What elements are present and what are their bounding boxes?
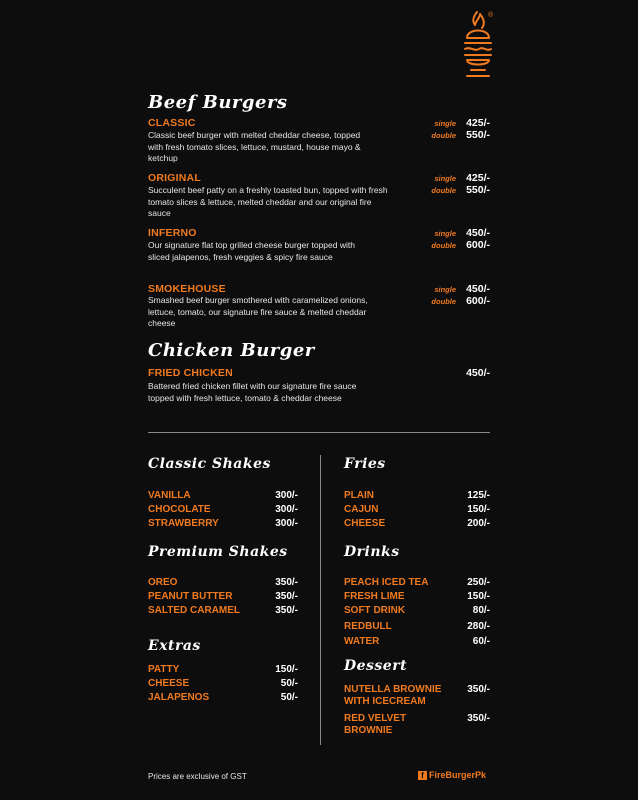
item-smokehouse-name: SMOKEHOUSE [148,283,226,295]
premium-shakes-heading: Premium Shakes [148,544,288,560]
double-price: 550/- [466,129,490,141]
single-label: single [434,119,456,128]
gst-note: Prices are exclusive of GST [148,772,247,781]
drinks-heading: Drinks [344,544,400,560]
list-item: CHOCOLATE 300/- [148,504,298,515]
item-classic-desc: Classic beef burger with melted cheddar cheese, topped with fresh tomato slices, lettuce, mustard, house mayo & ketchup [148,130,361,163]
list-item: RED VELVET BROWNIE 350/- [344,713,490,736]
list-item: PEANUT BUTTER 350/- [148,591,298,602]
double-label: double [431,241,456,250]
item-smokehouse-desc: Smashed beef burger smothered with caramelized onions, lettuce, tomato, our signature fire sauce & melted cheddar cheese [148,295,368,328]
facebook-icon: f [418,771,427,780]
list-item: CHEESE 200/- [344,518,490,529]
item-inferno-name: INFERNO [148,227,197,239]
double-price: 600/- [466,295,490,307]
single-label: single [434,174,456,183]
single-price: 450/- [466,227,490,239]
fire-burger-logo-icon [458,8,498,88]
fried-chicken-price: 450/- [466,367,490,379]
double-label: double [431,131,456,140]
list-item: NUTELLA BROWNIE WITH ICECREAM 350/- [344,684,490,707]
single-price: 425/- [466,117,490,129]
list-item: FRESH LIME 150/- [344,591,490,602]
item-original-name: ORIGINAL [148,172,201,184]
list-item: STRAWBERRY 300/- [148,518,298,529]
list-item: SOFT DRINK 80/- [344,605,490,616]
list-item: VANILLA 300/- [148,490,298,501]
list-item: JALAPENOS 50/- [148,692,298,703]
single-label: single [434,229,456,238]
list-item: SALTED CARAMEL 350/- [148,605,298,616]
list-item: PEACH ICED TEA 250/- [344,577,490,588]
double-price: 550/- [466,184,490,196]
item-classic-name: CLASSIC [148,117,196,129]
item-original-desc: Succulent beef patty on a freshly toasted bun, topped with fresh tomato slices & lettuce, melted cheddar and our original fire sauce [148,185,388,218]
list-item: CAJUN 150/- [344,504,490,515]
list-item: OREO 350/- [148,577,298,588]
double-price: 600/- [466,239,490,251]
list-item: REDBULL 280/- [344,621,490,632]
single-label: single [434,285,456,294]
item-fried-chicken-desc: Battered fried chicken fillet with our signature fire sauce topped with fresh lettuce, tomato & cheddar cheese [148,381,357,403]
list-item: WATER 60/- [344,636,490,647]
list-item: CHEESE 50/- [148,678,298,689]
list-item: PATTY 150/- [148,664,298,675]
chicken-burger-heading: Chicken Burger [148,340,315,361]
fries-heading: Fries [344,456,386,472]
vertical-divider [320,455,321,745]
item-inferno-desc: Our signature flat top grilled cheese burger topped with sliced jalapenos, fresh veggies & spicy fire sauce [148,240,355,262]
beef-burgers-heading: Beef Burgers [148,92,288,113]
registered-mark: ® [488,12,494,19]
classic-shakes-heading: Classic Shakes [148,456,271,472]
dessert-heading: Dessert [344,658,408,674]
single-price: 425/- [466,172,490,184]
single-price: 450/- [466,283,490,295]
social-handle-text: FireBurgerPk [429,770,487,780]
list-item: PLAIN 125/- [344,490,490,501]
social-handle[interactable] [418,770,486,780]
item-fried-chicken-name: FRIED CHICKEN [148,367,233,379]
double-label: double [431,297,456,306]
horizontal-divider [148,432,490,433]
extras-heading: Extras [148,638,201,654]
double-label: double [431,186,456,195]
